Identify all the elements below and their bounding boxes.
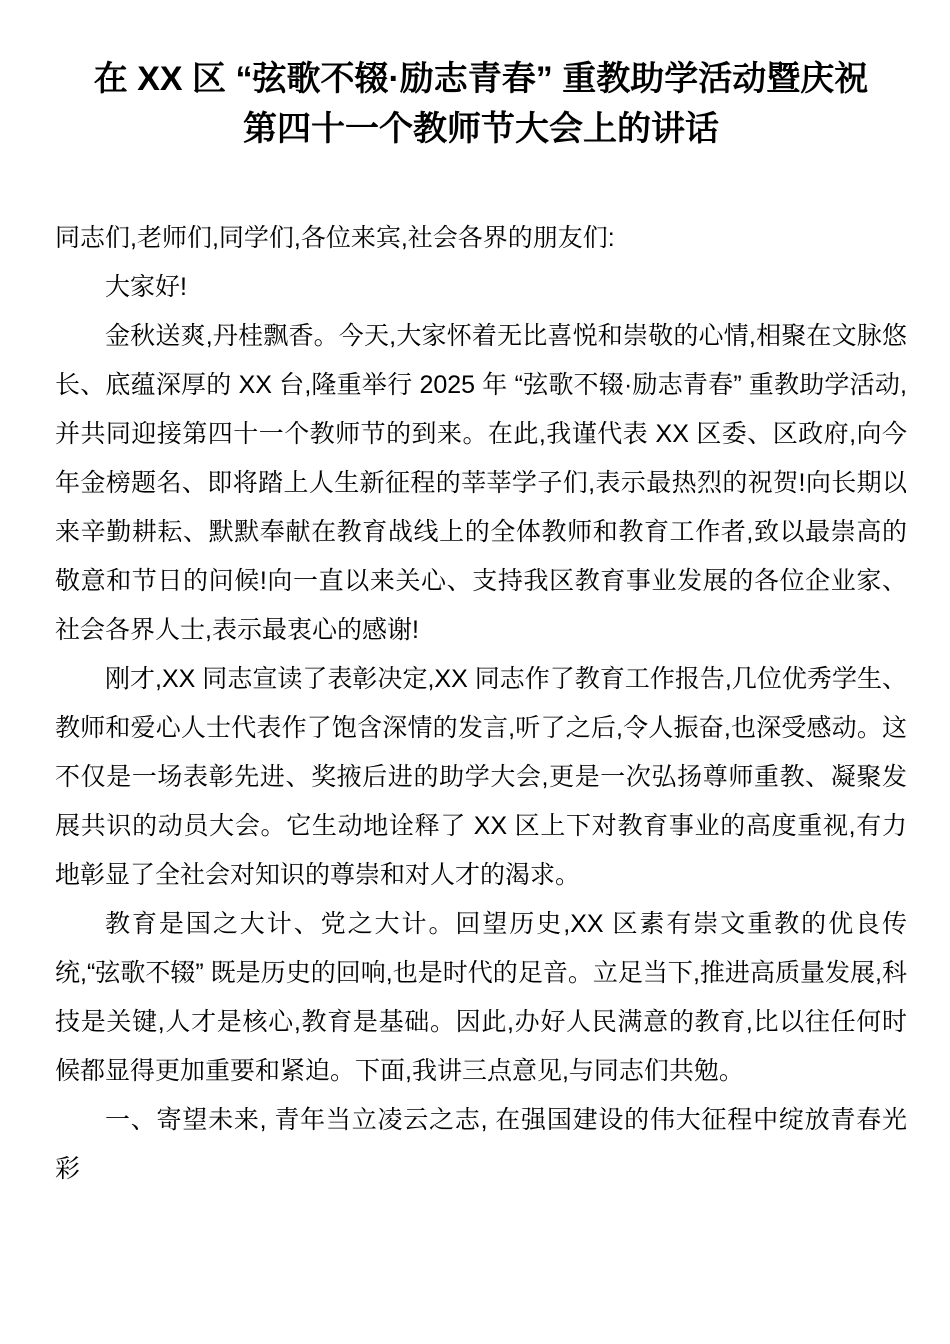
paragraph-opening: 金秋送爽,丹桂飘香。今天,大家怀着无比喜悦和崇敬的心情,相聚在文脉悠长、底蕴深厚的 XX 台,隆重举行 2025 年 “弦歌不辍·励志青春” 重教助学活动,并共同迎接第四十一个教师节的到来。在此,我谨代表 XX 区委、区政府,向今年金榜题名、即将踏上人生新征程的莘莘学子们,表示最热烈的祝贺!向长期以来辛勤耕耘、默默奉献在教育战线上的全体教师和教育工作者,致以最崇高的敬意和节日的问候!向一直以来关心、支持我区教育事业发展的各位企业家、社会各界人士,表示最衷心的感谢! xyxy=(55,322,907,644)
document-title-line-1: 在 XX 区 “弦歌不辍·励志青春” 重教助学活动暨庆祝 xyxy=(93,60,869,98)
paragraph-recap: 刚才,XX 同志宣读了表彰决定,XX 同志作了教育工作报告,几位优秀学生、教师和爱心人士代表作了饱含深情的发言,听了之后,令人振奋,也深受感动。这不仅是一场表彰先进、奖掖后进的助学大会,更是一次弘扬尊师重教、凝聚发展共识的动员大会。它生动地诠释了 XX 区上下对教育事业的高度重视,有力地彰显了全社会对知识的尊崇和对人才的渴求。 xyxy=(55,665,907,889)
paragraph-salutation: 同志们,老师们,同学们,各位来宾,社会各界的朋友们: xyxy=(55,224,615,252)
document-title-line-2: 第四十一个教师节大会上的讲话 xyxy=(243,110,719,148)
section-heading-1: 一、寄望未来, 青年当立凌云之志, 在强国建设的伟大征程中绽放青春光彩 xyxy=(55,1106,907,1183)
document-body xyxy=(55,214,907,1194)
paragraph-education-importance: 教育是国之大计、党之大计。回望历史,XX 区素有崇文重教的优良传统,“弦歌不辍” 既是历史的回响,也是时代的足音。立足当下,推进高质量发展,科技是关键,人才是核心,教育是基础。因此,办好人民满意的教育,比以往任何时候都显得更加重要和紧迫。下面,我讲三点意见,与同志们共勉。 xyxy=(55,910,907,1085)
paragraph-greeting: 大家好! xyxy=(105,273,187,301)
document-title xyxy=(55,54,907,154)
